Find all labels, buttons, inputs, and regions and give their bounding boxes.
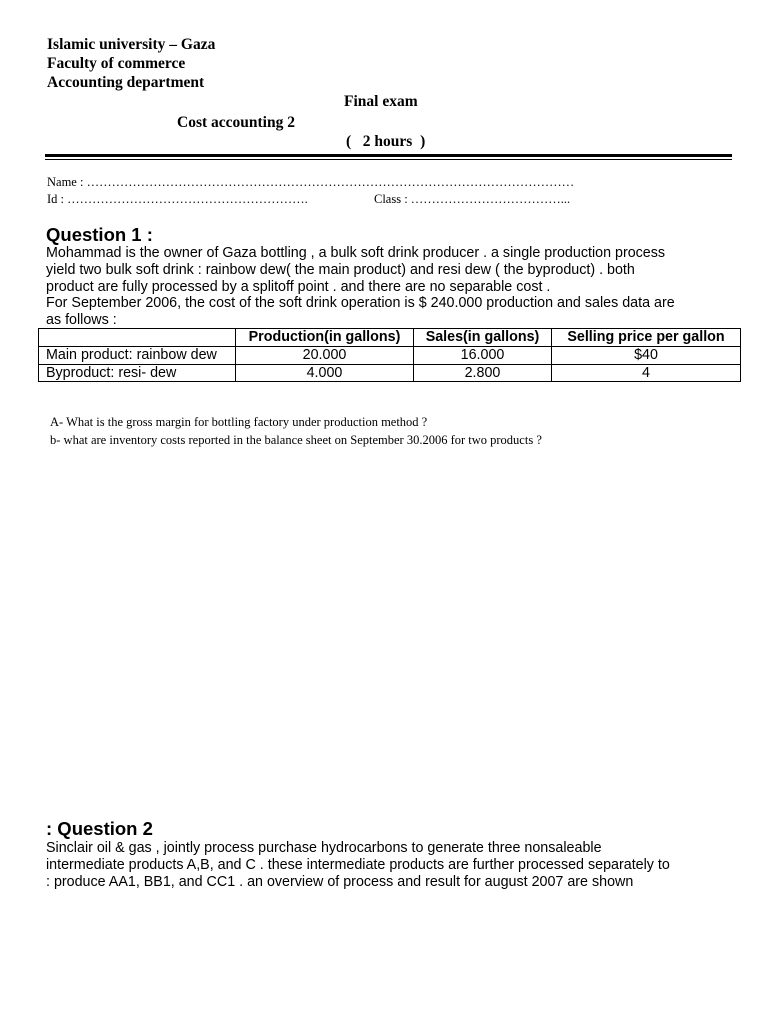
- id-field: Id : ………………………………………………….: [47, 192, 308, 206]
- faculty-name: Faculty of commerce: [47, 55, 186, 72]
- paragraph-line: Mohammad is the owner of Gaza bottling , a bulk soft drink producer . a single production process: [46, 245, 666, 261]
- table-cell: 20.000: [236, 346, 414, 364]
- table-cell: Main product: rainbow dew: [39, 346, 236, 364]
- paragraph-line: product are fully processed by a splitoff point . and there are no separable cost .: [46, 278, 551, 295]
- header-rule-thick: [45, 154, 732, 157]
- table-cell: 2.800: [414, 364, 552, 382]
- paragraph-line: as follows :: [46, 312, 117, 329]
- table-header-cell: Production(in gallons): [236, 329, 414, 347]
- paragraph-line: yield two bulk soft drink : rainbow dew( the main product) and resi dew ( the byproduct) . both: [46, 261, 635, 278]
- question2-paragraph: [46, 840, 746, 890]
- paragraph-line: Sinclair oil & gas , jointly process purchase hydrocarbons to generate three nonsaleable: [46, 840, 602, 856]
- course-title: Cost accounting 2: [177, 114, 295, 131]
- table-header-cell: Selling price per gallon: [552, 329, 741, 347]
- sub-question: A- What is the gross margin for bottling factory under production method ?: [50, 415, 428, 429]
- table-header-cell: Sales(in gallons): [414, 329, 552, 347]
- paragraph-line: For September 2006, the cost of the soft drink operation is $ 240.000 production and sales data are: [46, 295, 675, 312]
- question1-paragraph: [46, 245, 746, 329]
- exam-title: Final exam: [344, 93, 418, 110]
- question2-heading: : Question 2: [46, 818, 153, 839]
- department-name: Accounting department: [47, 74, 205, 91]
- table-cell: Byproduct: resi- dew: [39, 364, 236, 382]
- question1-heading: Question 1 :: [46, 224, 153, 245]
- table-row: [39, 346, 741, 364]
- university-name: Islamic university – Gaza: [47, 36, 216, 53]
- table-cell: 16.000: [414, 346, 552, 364]
- table-cell: 4.000: [236, 364, 414, 382]
- exam-duration: ( 2 hours ): [346, 133, 426, 150]
- table-cell: $40: [552, 346, 741, 364]
- question1-sub-questions: [50, 413, 542, 449]
- table-row: [39, 364, 741, 382]
- table-header-row: [39, 329, 741, 347]
- table-cell: 4: [552, 364, 741, 382]
- production-sales-table: [38, 328, 741, 382]
- paragraph-line: intermediate products A,B, and C . these intermediate products are further processed separately to: [46, 856, 670, 873]
- sub-question: b- what are inventory costs reported in the balance sheet on September 30.2006 for two products ?: [50, 433, 542, 447]
- table-header-cell: [39, 329, 236, 347]
- header-rule-thin: [45, 159, 732, 160]
- paragraph-line: : produce AA1, BB1, and CC1 . an overview of process and result for august 2007 are shown: [46, 873, 634, 890]
- name-field: Name : ………………………………………………………………………………………………………: [47, 175, 575, 189]
- class-field: Class : ………………………………...: [374, 192, 571, 206]
